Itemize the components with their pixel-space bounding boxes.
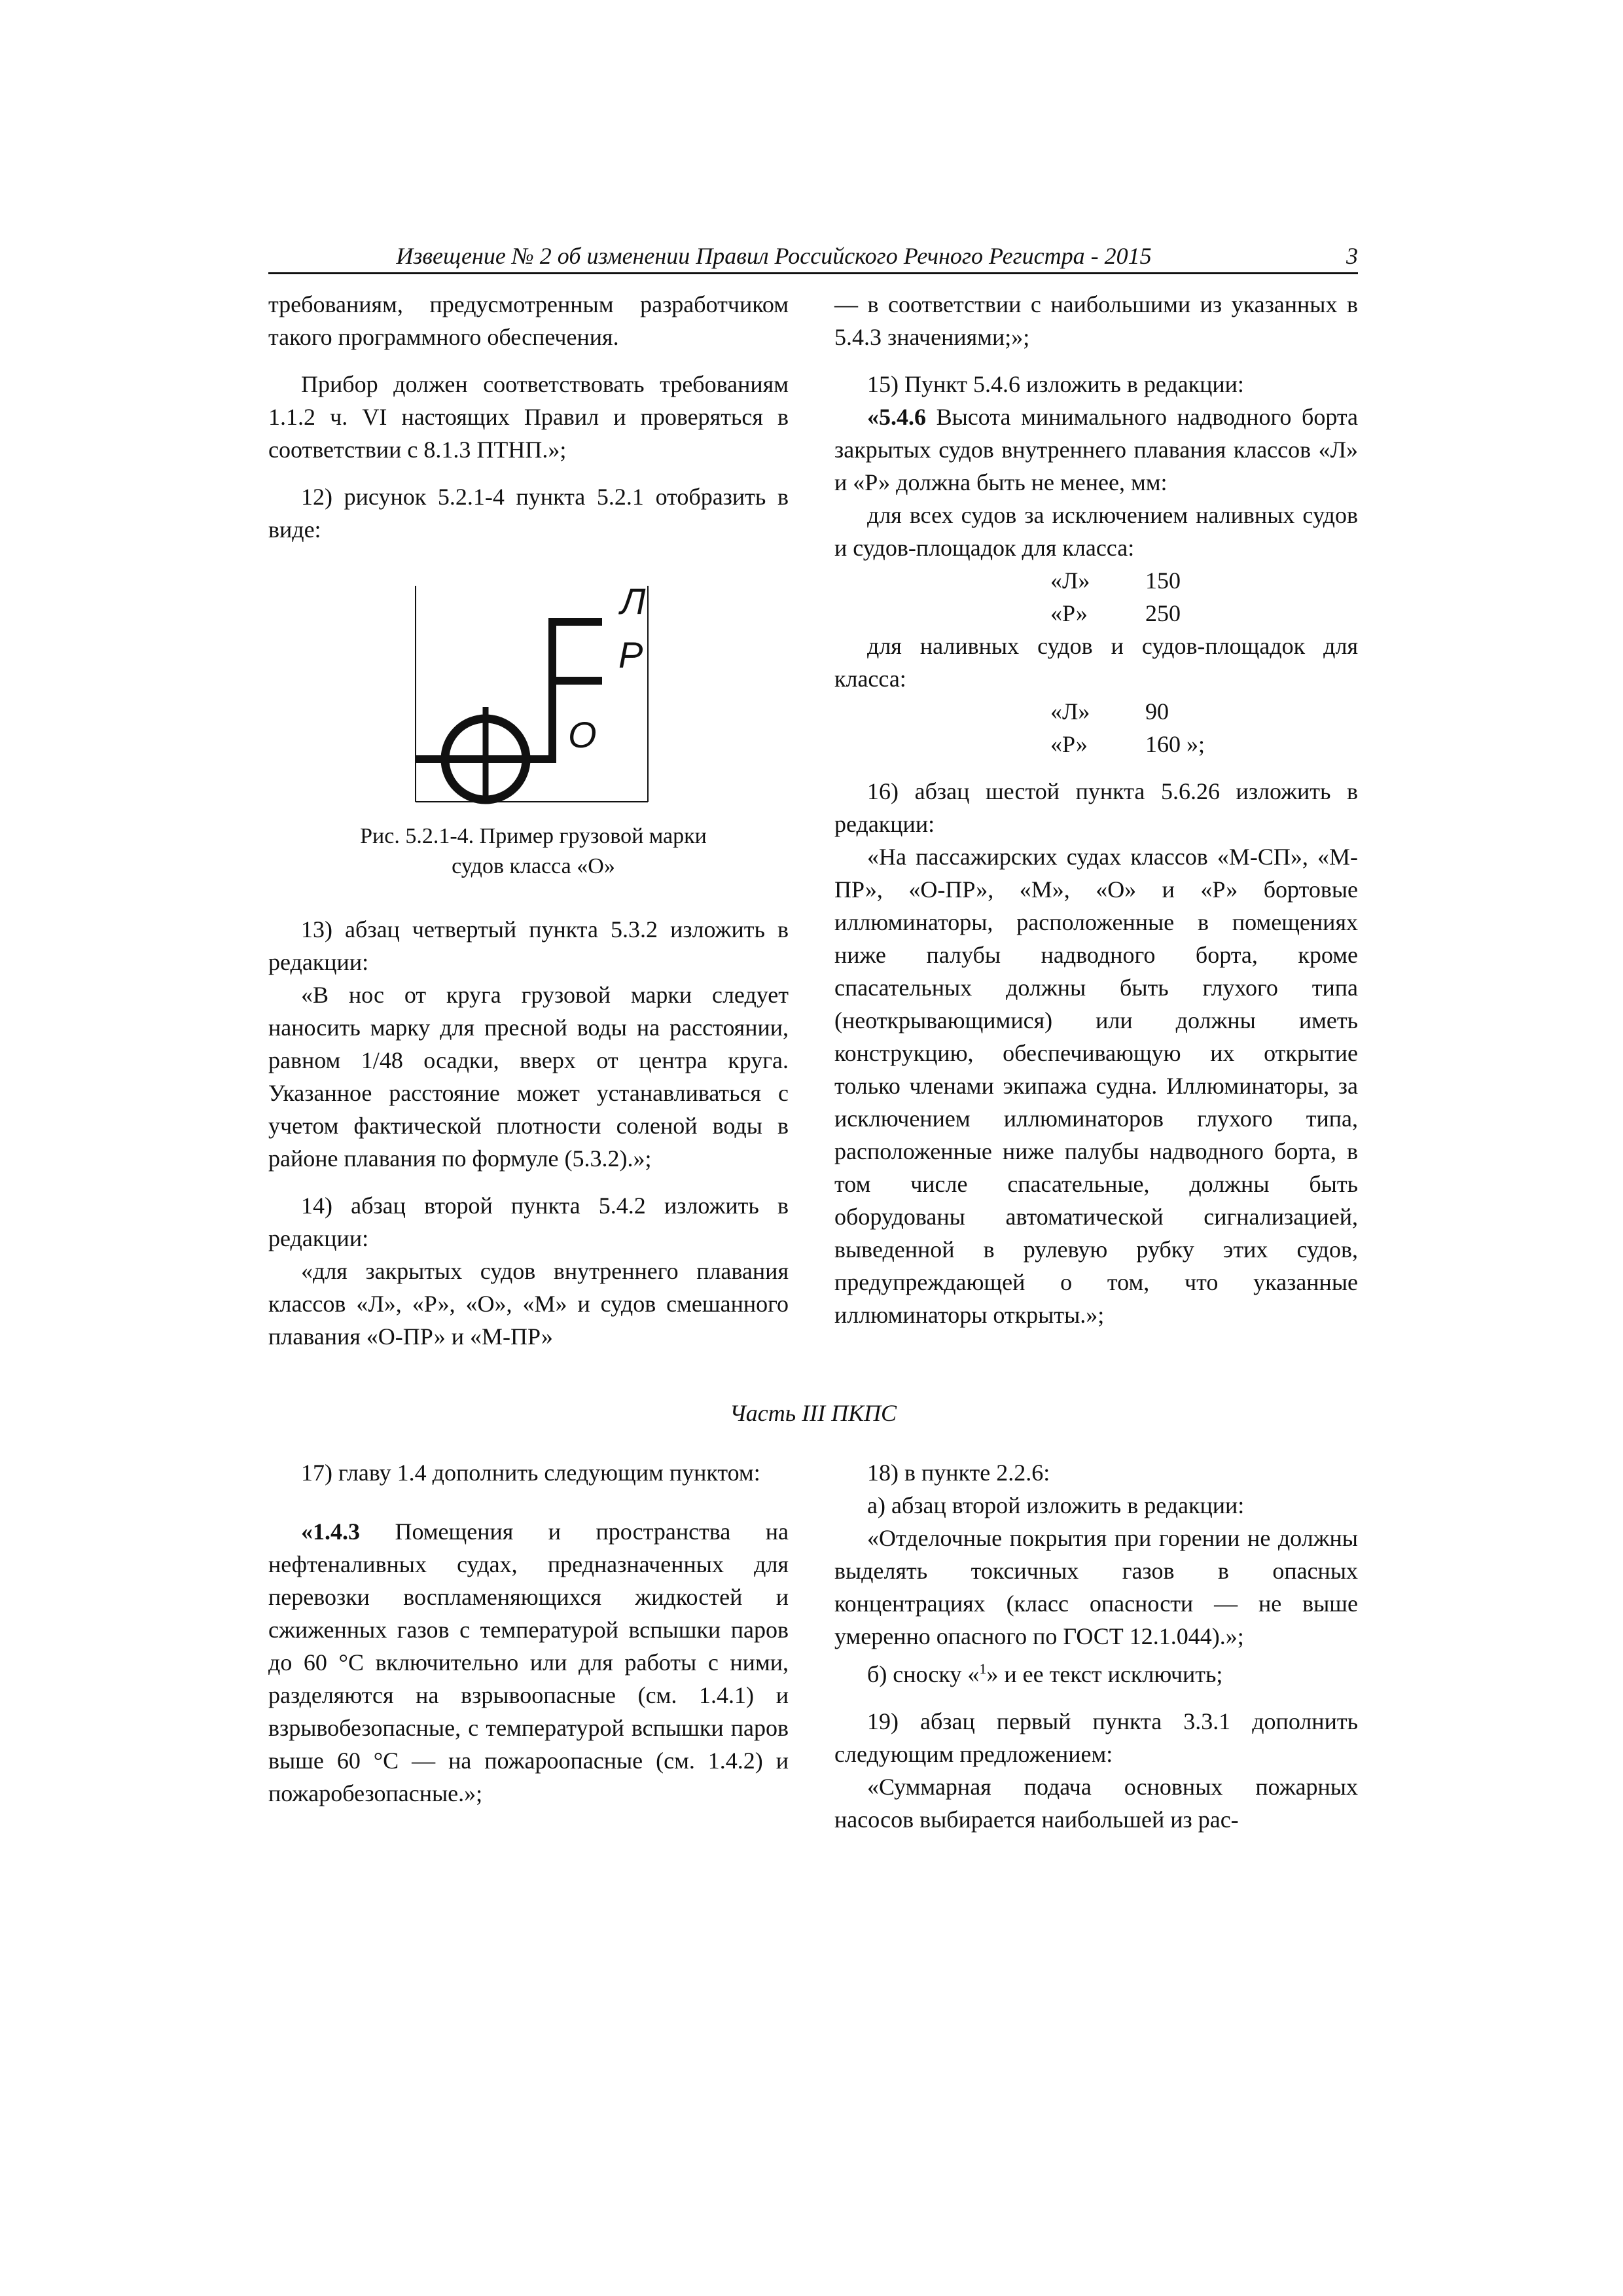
value-cell: 250	[1145, 600, 1181, 626]
paragraph: а) абзац второй изложить в редакции:	[867, 1492, 1245, 1518]
left-column-bottom	[268, 1456, 789, 1810]
left-column-middle	[268, 913, 789, 1353]
paragraph: для всех судов за исключением наливных судов и судов-площадок для класса:	[834, 502, 1358, 561]
paragraph: 14) абзац второй пункта 5.4.2 изложить в редакции:	[268, 1193, 789, 1251]
right-column-bottom	[834, 1456, 1358, 1836]
label-l: Л	[620, 581, 646, 622]
header-title: Извещение № 2 об изменении Правил Российского Речного Регистра - 2015	[396, 243, 1152, 269]
value-cell: 90	[1145, 698, 1169, 725]
paragraph	[834, 401, 1358, 499]
clause-text: Помещения и пространства на нефтеналивных судах, предназначенных для перевозки воспламеняющихся жидкостей и сжиженных газов с температурой вспышки паров до 60 °C включительно или для работы с ними, разделяются на взрывоопасные (см. 1.4.1) и взрывобезопасные, с температурой вспышки паров выше 60 °C — на пожароопасные (см. 1.4.2) и пожаробезопасные.»;	[268, 1518, 789, 1806]
paragraph: 19) абзац первый пункта 3.3.1 дополнить следующим предложением:	[834, 1708, 1358, 1767]
paragraph: 15) Пункт 5.4.6 изложить в редакции:	[867, 371, 1244, 397]
figure-caption	[275, 821, 792, 882]
paragraph: «для закрытых судов внутреннего плавания классов «Л», «Р», «О», «М» и судов смешанного плавания «О-ПР» и «М-ПР»	[268, 1258, 789, 1350]
value-cell: 160 »;	[1145, 731, 1205, 757]
clause-text: Высота минимального надводного борта закрытых судов внутреннего плавания классов «Л» и «Р» должна быть не менее, мм:	[834, 404, 1358, 495]
paragraph: — в соответствии с наибольшими из указанных в 5.4.3 значениями;»;	[834, 291, 1358, 350]
load-line-figure	[412, 576, 654, 808]
caption-line: Рис. 5.2.1-4. Пример грузовой марки	[360, 824, 707, 848]
paragraph: 13) абзац четвертый пункта 5.3.2 изложить в редакции:	[268, 916, 789, 975]
paragraph: «Суммарная подача основных пожарных насосов выбирается наибольшей из рас-	[834, 1774, 1358, 1833]
paragraph: Прибор должен соответствовать требованиям 1.1.2 ч. VI настоящих Правил и проверяться в соответствии с 8.1.3 ПТНП.»;	[268, 371, 789, 463]
paragraph: «На пассажирских судах классов «М-СП», «М-ПР», «О-ПР», «М», «О» и «Р» бортовые иллюминаторы, расположенные в помещениях ниже палубы надводного борта, кроме спасательных должны быть глухого типа (неоткрывающимися) или должны иметь конструкцию, обеспечивающую их открытие только членами экипажа судна. Иллюминаторы, за исключением иллюминаторов глухого типа, расположенные ниже палубы надводного борта, в том числе спасательные, должны быть оборудованы автоматической сигнализацией, выведенной в рулевую рубку этих судов, предупреждающей о том, что указанные иллюминаторы открыты.»;	[834, 844, 1358, 1328]
clause-number: «5.4.6	[867, 404, 926, 430]
paragraph	[834, 1653, 1358, 1691]
label-o: О	[568, 714, 597, 755]
table-row	[1050, 597, 1358, 630]
caption-line: судов класса «О»	[452, 854, 615, 878]
value-cell: 150	[1145, 567, 1181, 594]
paragraph: для наливных судов и судов-площадок для класса:	[834, 633, 1358, 692]
class-cell: «Л»	[1050, 567, 1090, 594]
table-row	[1050, 728, 1358, 761]
class-cell: «Р»	[1050, 600, 1088, 626]
freeboard-table-2	[1050, 695, 1358, 761]
paragraph: 17) главу 1.4 дополнить следующим пунктом:	[301, 1460, 760, 1486]
class-cell: «Л»	[1050, 698, 1090, 725]
paragraph: требованиям, предусмотренным разработчиком такого программного обеспечения.	[268, 291, 789, 350]
class-cell: «Р»	[1050, 731, 1088, 757]
paragraph	[268, 1515, 789, 1810]
page-header	[268, 241, 1358, 274]
left-column-top	[268, 288, 789, 546]
right-column-top	[834, 288, 1358, 1331]
footnote-text-pre: б) сноску «	[867, 1661, 980, 1687]
freeboard-table-1	[1050, 564, 1358, 630]
footnote-mark: 1	[979, 1660, 987, 1677]
paragraph: 16) абзац шестой пункта 5.6.26 изложить в редакции:	[834, 778, 1358, 837]
table-row	[1050, 564, 1358, 597]
clause-number: «1.4.3	[301, 1518, 360, 1545]
page-number: 3	[1346, 243, 1358, 269]
part-heading: Часть III ПКПС	[729, 1400, 897, 1426]
paragraph: 12) рисунок 5.2.1-4 пункта 5.2.1 отобразить в виде:	[268, 484, 789, 543]
paragraph: «В нос от круга грузовой марки следует наносить марку для пресной воды на расстоянии, равном 1/48 осадки, вверх от центра круга. Указанное расстояние может устанавливаться с учетом фактической плотности соленой воды в районе плавания по формуле (5.3.2).»;	[268, 982, 789, 1172]
table-row	[1050, 695, 1358, 728]
paragraph: «Отделочные покрытия при горении не должны выделять токсичных газов в опасных концентрациях (класс опасности — не выше умеренно опасного по ГОСТ 12.1.044).»;	[834, 1525, 1358, 1649]
paragraph: 18) в пункте 2.2.6:	[867, 1460, 1050, 1486]
footnote-text-post: » и ее текст исключить;	[986, 1661, 1223, 1687]
label-p: Р	[618, 634, 643, 675]
